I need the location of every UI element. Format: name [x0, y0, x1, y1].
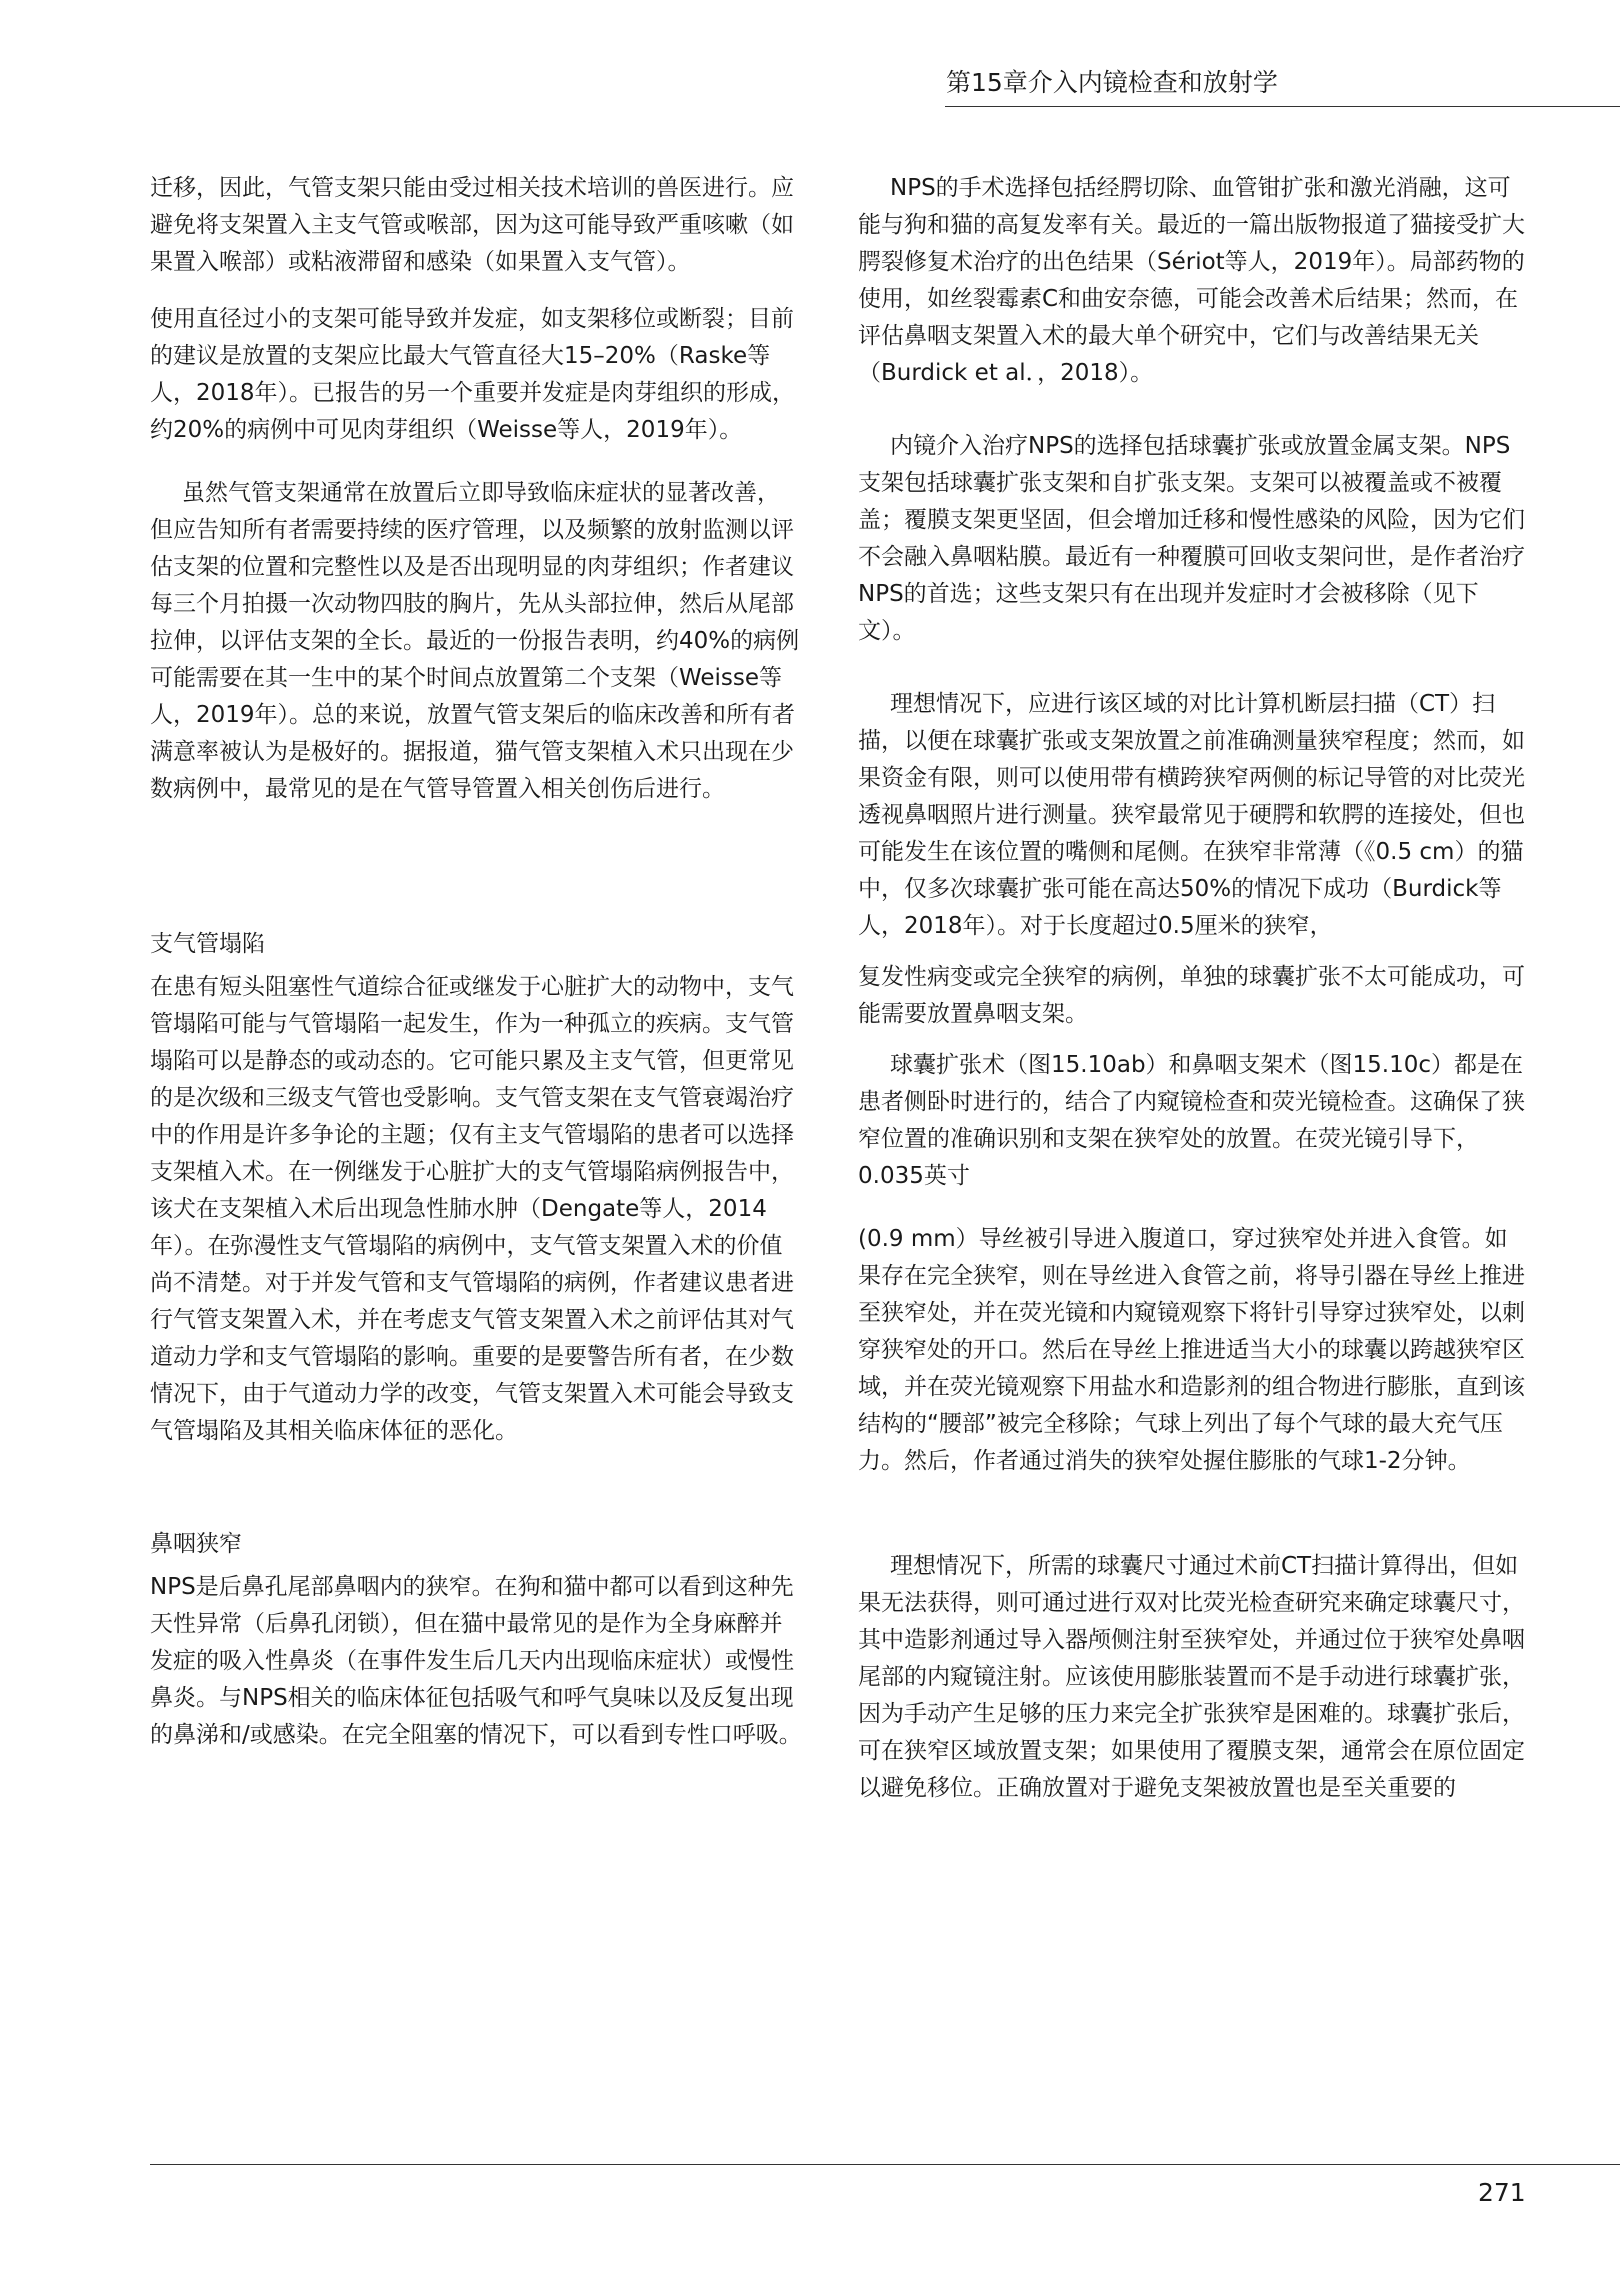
paragraph: (0.9 mm）导丝被引导进入腹道口，穿过狭窄处并进入食管。如果存在完全狭窄，则在导丝进入食管之前，将导引器在导丝上推进至狭窄处，并在荧光镜和内窥镜观察下将针引导穿过狭窄处，以刺穿狭窄处的开口。然后在导丝上推进适当大小的球囊以跨越狭窄区域，并在荧光镜观察下用盐水和造影剂的组合物进行膨胀，直到该结构的“腰部”被完全移除；气球上列出了每个气球的最大充气压力。然后，作者通过消失的狭窄处握住膨胀的气球1-2分钟。	[858, 1226, 1525, 1474]
paragraph: 迁移，因此，气管支架只能由受过相关技术培训的兽医进行。应避免将支架置入主支气管或喉部，因为这可能导致严重咳嗽（如果置入喉部）或粘液滞留和感染（如果置入支气管）。	[150, 175, 794, 275]
paragraph: 球囊扩张术（图15.10ab）和鼻咽支架术（图15.10c）都是在患者侧卧时进行的，结合了内窥镜检查和荧光镜检查。这确保了狭窄位置的准确识别和支架在狭窄处的放置。在荧光镜引导下，0.035英寸	[858, 1052, 1525, 1189]
right-column	[858, 170, 1530, 1807]
section-heading: 鼻咽狭窄	[150, 1531, 242, 1557]
paragraph: 内镜介入治疗NPS的选择包括球囊扩张或放置金属支架。NPS支架包括球囊扩张支架和自扩张支架。支架可以被覆盖或不被覆盖；覆膜支架更坚固，但会增加迁移和慢性感染的风险，因为它们不会融入鼻咽粘膜。最近有一种覆膜可回收支架问世，是作者治疗NPS的首选；这些支架只有在出现并发症时才会被移除（见下文）。	[858, 433, 1525, 644]
header-rule	[945, 106, 1620, 107]
paragraph: 理想情况下，应进行该区域的对比计算机断层扫描（CT）扫描，以便在球囊扩张或支架放置之前准确测量狭窄程度；然而，如果资金有限，则可以使用带有横跨狭窄两侧的标记导管的对比荧光透视鼻咽照片进行测量。狭窄最常见于硬腭和软腭的连接处，但也可能发生在该位置的嘴侧和尾侧。在狭窄非常薄（《0.5 cm）的猫中，仅多次球囊扩张可能在高达50%的情况下成功（Burdick等人，2018年）。对于长度超过0.5厘米的狭窄，	[858, 691, 1525, 939]
paragraph: 在患有短头阻塞性气道综合征或继发于心脏扩大的动物中，支气管塌陷可能与气管塌陷一起发生，作为一种孤立的疾病。支气管塌陷可以是静态的或动态的。它可能只累及主支气管，但更常见的是次级和三级支气管也受影响。支气管支架在支气管衰竭治疗中的作用是许多争论的主题；仅有主支气管塌陷的患者可以选择支架植入术。在一例继发于心脏扩大的支气管塌陷病例报告中，该犬在支架植入术后出现急性肺水肿（Dengate等人，2014年）。在弥漫性支气管塌陷的病例中，支气管支架置入术的价值尚不清楚。对于并发气管和支气管塌陷的病例，作者建议患者进行气管支架置入术，并在考虑支气管支架置入术之前评估其对气道动力学和支气管塌陷的影响。重要的是要警告所有者，在少数情况下，由于气道动力学的改变，气管支架置入术可能会导致支气管塌陷及其相关临床体征的恶化。	[150, 974, 794, 1444]
chapter-title: 第15章介入内镜检查和放射学	[946, 68, 1278, 97]
page-number: 271	[1478, 2178, 1526, 2207]
paragraph: NPS是后鼻孔尾部鼻咽内的狭窄。在狗和猫中都可以看到这种先天性异常（后鼻孔闭锁），但在猫中最常见的是作为全身麻醉并发症的吸入性鼻炎（在事件发生后几天内出现临床症状）或慢性鼻炎。与NPS相关的临床体征包括吸气和呼气臭味以及反复出现的鼻涕和/或感染。在完全阻塞的情况下，可以看到专性口呼吸。	[150, 1574, 802, 1748]
paragraph: 理想情况下，所需的球囊尺寸通过术前CT扫描计算得出，但如果无法获得，则可通过进行双对比荧光检查研究来确定球囊尺寸，其中造影剂通过导入器颅侧注射至狭窄处，并通过位于狭窄处鼻咽尾部的内窥镜注射。应该使用膨胀装置而不是手动进行球囊扩张，因为手动产生足够的压力来完全扩张狭窄是困难的。球囊扩张后，可在狭窄区域放置支架；如果使用了覆膜支架，通常会在原位固定以避免移位。正确放置对于避免支架被放置也是至关重要的	[858, 1553, 1525, 1801]
paragraph: 虽然气管支架通常在放置后立即导致临床症状的显著改善，但应告知所有者需要持续的医疗管理，以及频繁的放射监测以评估支架的位置和完整性以及是否出现明显的肉芽组织；作者建议每三个月拍摄一次动物四肢的胸片，先从头部拉伸，然后从尾部拉伸，以评估支架的全长。最近的一份报告表明，约40%的病例可能需要在其一生中的某个时间点放置第二个支架（Weisse等人，2019年）。总的来说，放置气管支架后的临床改善和所有者满意率被认为是极好的。据报道，猫气管支架植入术只出现在少数病例中，最常见的是在气管导管置入相关创伤后进行。	[150, 480, 800, 802]
section-heading: 支气管塌陷	[150, 931, 265, 957]
paragraph: 复发性病变或完全狭窄的病例，单独的球囊扩张不太可能成功，可能需要放置鼻咽支架。	[858, 964, 1525, 1027]
paragraph: NPS的手术选择包括经腭切除、血管钳扩张和激光消融，这可能与狗和猫的高复发率有关。最近的一篇出版物报道了猫接受扩大腭裂修复术治疗的出色结果（Sériot等人，2019年）。局部药物的使用，如丝裂霉素C和曲安奈德，可能会改善术后结果；然而，在评估鼻咽支架置入术的最大单个研究中，它们与改善结果无关（Burdick et al．，2018）。	[858, 175, 1525, 386]
paragraph: 使用直径过小的支架可能导致并发症，如支架移位或断裂；目前的建议是放置的支架应比最大气管直径大15–20%（Raske等人，2018年）。已报告的另一个重要并发症是肉芽组织的形成，约20%的病例中可见肉芽组织（Weisse等人，2019年）。	[150, 306, 796, 443]
left-column	[150, 170, 802, 1754]
footer-rule	[150, 2164, 1620, 2165]
